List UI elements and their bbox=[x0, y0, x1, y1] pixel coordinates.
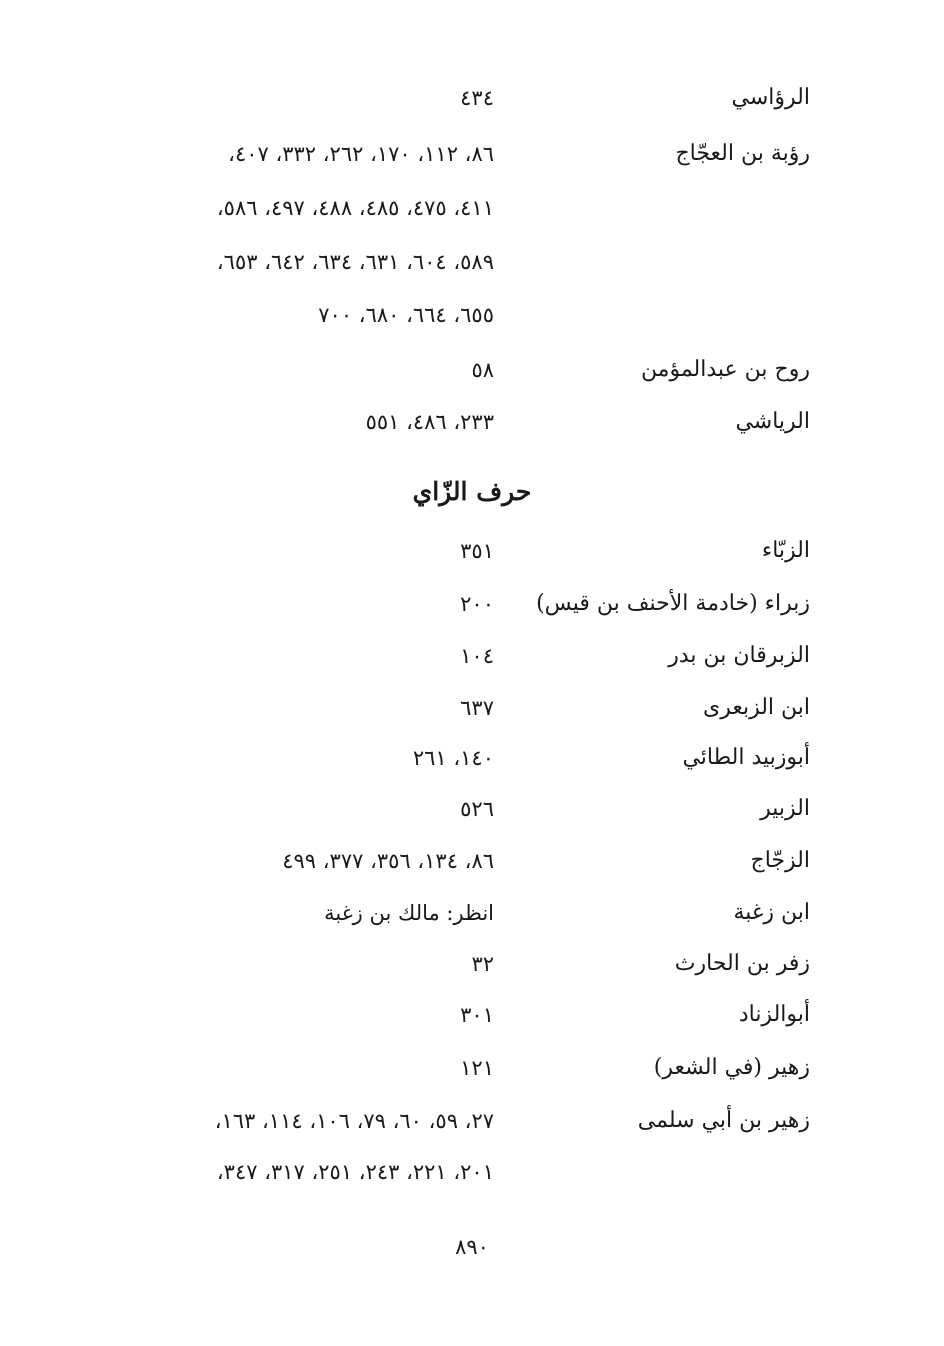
entry-name: زهير (في الشعر) bbox=[653, 1055, 810, 1080]
entry-pages: ٢٠٠ bbox=[460, 592, 494, 616]
entry-cross-reference: انظر: مالك بن زغبة bbox=[324, 901, 494, 925]
index-entry bbox=[90, 134, 810, 174]
entry-name: أبوالزناد bbox=[738, 1002, 810, 1027]
entry-name: الزبير bbox=[760, 796, 810, 821]
entry-name: رؤبة بن العجّاج bbox=[675, 141, 810, 166]
entry-name: زبراء (خادمة الأحنف بن قيس) bbox=[536, 591, 810, 616]
index-entry-continuation bbox=[90, 188, 810, 228]
index-entry bbox=[90, 893, 810, 933]
entry-pages: ١٤٠، ٢٦١ bbox=[412, 746, 494, 770]
index-entry bbox=[90, 531, 810, 571]
entry-pages: ٦٣٧ bbox=[460, 696, 494, 720]
entry-name: زفر بن الحارث bbox=[674, 951, 810, 976]
entry-pages: ١٠٤ bbox=[460, 644, 494, 668]
entry-name: زهير بن أبي سلمى bbox=[637, 1108, 810, 1133]
entry-name: أبوزبيد الطائي bbox=[682, 745, 810, 770]
entry-name: الرياشي bbox=[735, 409, 810, 434]
entry-pages: ٣٠١ bbox=[460, 1003, 494, 1027]
index-entry-continuation bbox=[90, 295, 810, 335]
index-entry bbox=[90, 738, 810, 778]
entry-name: ابن زغبة bbox=[733, 900, 810, 925]
entry-pages: ٨٦، ١٣٤، ٣٥٦، ٣٧٧، ٤٩٩ bbox=[282, 849, 494, 873]
section-heading: حرف الزّاي bbox=[412, 477, 532, 506]
entry-pages: ٣٢ bbox=[471, 952, 494, 976]
entry-name: ابن الزبعرى bbox=[702, 695, 810, 720]
entry-pages: ٢٠١، ٢٢١، ٢٤٣، ٢٥١، ٣١٧، ٣٤٧، bbox=[216, 1160, 494, 1184]
index-entry bbox=[90, 402, 810, 442]
entry-pages: ٥٨ bbox=[471, 358, 494, 382]
entry-name: روح بن عبدالمؤمن bbox=[640, 357, 810, 382]
entry-name: الرؤاسي bbox=[731, 85, 810, 110]
entry-pages: ٨٦، ١١٢، ١٧٠، ٢٦٢، ٣٣٢، ٤٠٧، bbox=[228, 142, 494, 166]
entry-pages: ٤٣٤ bbox=[460, 86, 494, 110]
index-entry bbox=[90, 1101, 810, 1141]
entry-pages: ٣٥١ bbox=[460, 539, 494, 563]
entry-name: الزبّاء bbox=[761, 538, 810, 563]
index-entry bbox=[90, 789, 810, 829]
index-entry bbox=[90, 944, 810, 984]
index-entry-continuation bbox=[90, 242, 810, 282]
entry-pages: ١٢١ bbox=[460, 1056, 494, 1080]
entry-name: الزجّاج bbox=[750, 848, 810, 873]
entry-pages: ٤١١، ٤٧٥، ٤٨٥، ٤٨٨، ٤٩٧، ٥٨٦، bbox=[216, 196, 494, 220]
index-entry bbox=[90, 1048, 810, 1088]
entry-pages: ٢٧، ٥٩، ٦٠، ٧٩، ١٠٦، ١١٤، ١٦٣، bbox=[214, 1109, 494, 1133]
index-entry bbox=[90, 78, 810, 118]
entry-name: الزبرقان بن بدر bbox=[668, 643, 810, 668]
entry-pages: ٢٣٣، ٤٨٦، ٥٥١ bbox=[365, 410, 494, 434]
entry-pages: ٥٨٩، ٦٠٤، ٦٣١، ٦٣٤، ٦٤٢، ٦٥٣، bbox=[216, 250, 494, 274]
index-entry bbox=[90, 350, 810, 390]
page-number: ٨٩٠ bbox=[455, 1235, 489, 1259]
index-entry bbox=[90, 584, 810, 624]
entry-pages: ٦٥٥، ٦٦٤، ٦٨٠، ٧٠٠ bbox=[318, 303, 494, 327]
index-entry bbox=[90, 995, 810, 1035]
index-entry bbox=[90, 636, 810, 676]
entry-pages: ٥٢٦ bbox=[460, 797, 494, 821]
index-entry bbox=[90, 688, 810, 728]
index-entry-continuation bbox=[90, 1152, 810, 1192]
index-entry bbox=[90, 841, 810, 881]
